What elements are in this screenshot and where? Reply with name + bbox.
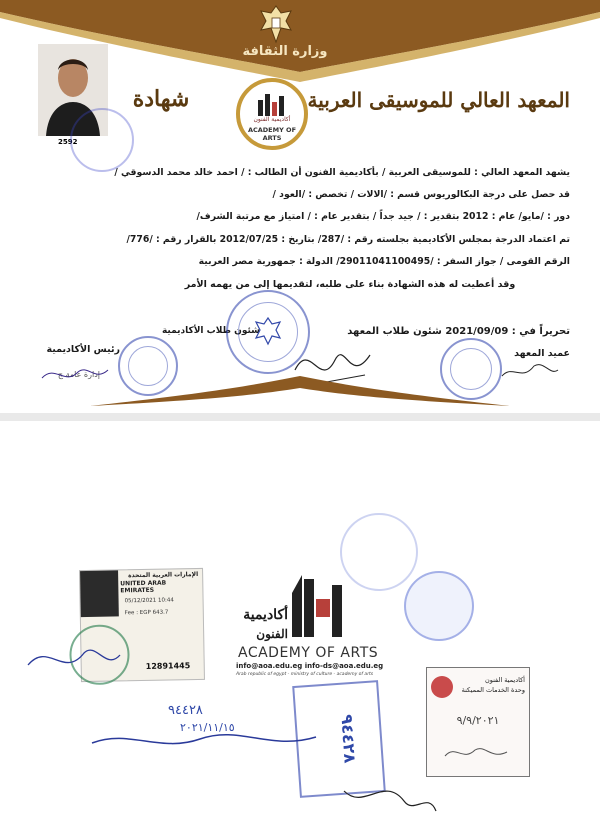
stamp-blue-right — [404, 571, 474, 641]
stamp-eagle-icon — [254, 316, 282, 346]
back-logo-en: ACADEMY OF ARTS — [238, 645, 379, 661]
uae-fee: Fee : EGP 643.7 — [124, 609, 169, 617]
services-unit-box-stamp — [426, 667, 530, 777]
handwritten-number: ٩٤٤٢٨ — [168, 703, 203, 718]
signature-note: إدارة عامة ج — [57, 370, 100, 379]
academy-logo — [236, 78, 308, 150]
certificate-back-page — [0, 421, 600, 835]
text-line-2: قد حصل على درجة البكالوريوس قسم : /الالات / تخصص : /العود / — [272, 189, 570, 200]
certificate-word: شهادة — [132, 86, 190, 112]
uae-reference-number: 12891445 — [145, 661, 191, 671]
text-line-3: دور : /مايو/ عام : 2012 بتقدير : / جيد جداً / بتقدير عام : / امتياز مع مرتبة الشرف/ — [196, 211, 570, 222]
academy-logo-large-icon — [290, 573, 350, 637]
red-logo-icon — [431, 676, 453, 698]
bottom-ornament-band — [0, 370, 600, 413]
ministry-label: وزارة الثقافة — [242, 44, 328, 59]
academy-head-label: رئيس الأكاديمية — [46, 344, 120, 355]
stamp-photo — [70, 108, 134, 172]
back-logo-ar-1: أكاديمية — [243, 607, 288, 623]
box-date: ٩/٩/٢٠٢١ — [456, 714, 500, 727]
back-emails: info@aoa.edu.eg info-ds@aoa.edu.eg — [236, 662, 384, 670]
logo-ar-text: أكاديمية الفنون — [253, 116, 291, 123]
back-logo-ar-2: الفنون — [256, 627, 288, 641]
institute-title: المعهد العالي للموسيقى العربية — [307, 88, 570, 112]
text-line-1: يشهد المعهد العالي : للموسيقى العربية / بأكاديمية الفنون أن الطالب : / احمد خالد محمد الدسوقي / — [114, 167, 570, 178]
signature-scribble-back-bottom — [90, 721, 320, 761]
stamp-faint-top — [340, 513, 418, 591]
uae-date: 05/12/2021 10:44 — [124, 597, 174, 605]
uae-name-ar: الإمارات العربية المتحدة — [127, 571, 199, 580]
issue-date-line: تحريراً في : 2021/09/09 شئون طلاب المعهد — [347, 326, 570, 337]
signature-scribble-back-left — [24, 635, 124, 685]
dean-label: عميد المعهد — [514, 348, 570, 359]
box-line-1: أكاديمية الفنون — [484, 676, 525, 684]
back-tagline: Arab republic of egypt - ministry of culture - academy of arts — [236, 672, 374, 677]
logo-en-text: ACADEMY OF ARTS — [247, 126, 297, 142]
box-signature-scribble — [441, 742, 511, 764]
text-line-5: الرقم القومى / جواز السفر : /29011041100495/ الدولة : جمهورية مصر العربية — [198, 256, 570, 267]
photo-number: 2592 — [58, 138, 78, 146]
text-line-4: تم اعتماد الدرجة بمجلس الأكاديمية بجلسته رقم : /287/ بتاريخ : 2012/07/25 بالقرار رقم : /776/ — [126, 234, 570, 245]
uae-name-en: UNITED ARAB EMIRATES — [120, 579, 167, 595]
text-line-6: وقد أعطيت له هذه الشهادة بناء على طلبه، لتقديمها إلى من يهمه الأمر — [184, 279, 516, 290]
academy-affairs-label: شئون طلاب الأكاديمية — [161, 326, 260, 336]
uae-emblem-icon — [80, 570, 119, 617]
certificate-page — [0, 0, 600, 413]
box-line-2: وحدة الخدمات المميكنة — [461, 686, 525, 694]
signature-scribble-back-right — [340, 771, 440, 821]
academy-logo-icon — [256, 90, 288, 116]
handwritten-date: ٢٠٢١/١١/١٥ — [180, 721, 235, 734]
eagle-emblem-icon — [258, 4, 294, 44]
handwritten-number-vertical: ٩٤٤٢٨ — [337, 713, 360, 764]
